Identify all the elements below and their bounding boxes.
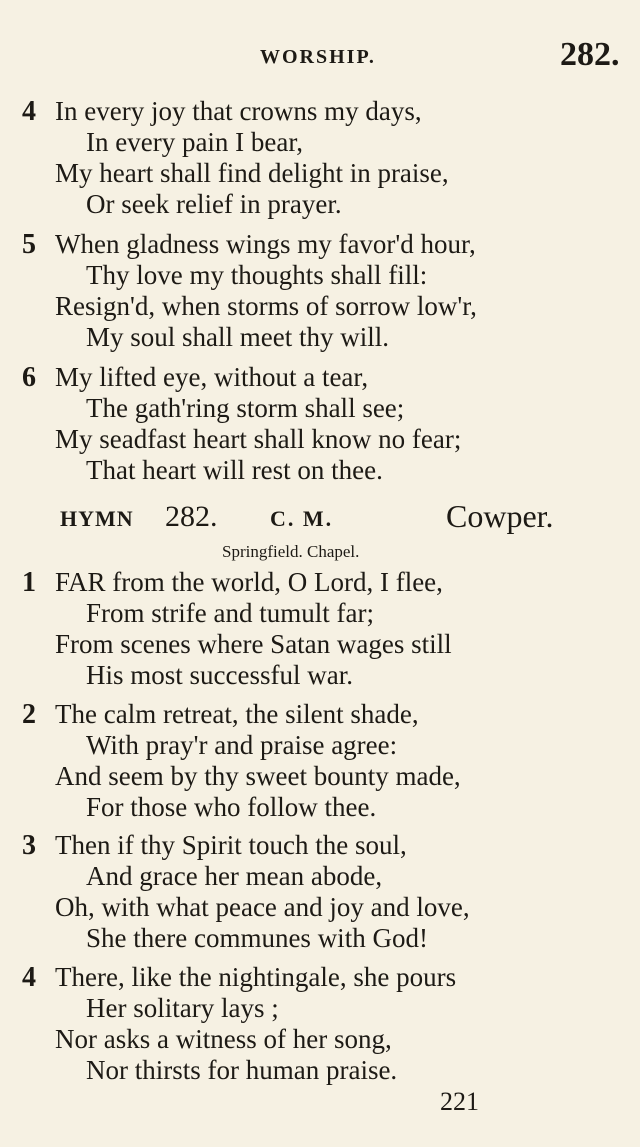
stanza-line: There, like the nightingale, she pours (55, 962, 457, 992)
stanza-line: And grace her mean abode, (86, 861, 383, 891)
stanza-line: Oh, with what peace and joy and love, (55, 892, 470, 922)
stanza-line: The gath'ring storm shall see; (86, 393, 405, 423)
stanza-line: Or seek relief in prayer. (86, 189, 342, 219)
stanza-line: In every pain I bear, (86, 127, 304, 157)
stanza-line: My heart shall find delight in praise, (55, 158, 449, 188)
hymn-heading (0, 500, 640, 540)
stanza-line: My lifted eye, without a tear, (55, 362, 369, 392)
stanza-line: With pray'r and praise agree: (86, 730, 398, 760)
tune-names: Springfield. Chapel. (222, 542, 360, 561)
stanza-line: Nor asks a witness of her song, (55, 1024, 392, 1054)
stanza-line: For those who follow thee. (86, 792, 377, 822)
page-folio: 221 (440, 1087, 479, 1116)
hymn-meter: C. M. (270, 506, 334, 531)
running-header (0, 36, 640, 80)
hymn-label: HYMN (60, 506, 134, 531)
stanza-line: Thy love my thoughts shall fill: (86, 260, 428, 290)
stanza-line: Her solitary lays ; (86, 993, 279, 1023)
stanza-line: Then if thy Spirit touch the soul, (55, 830, 407, 860)
stanza-line: That heart will rest on thee. (86, 455, 383, 485)
stanza-line: His most successful war. (86, 660, 353, 690)
hymn-author: Cowper. (446, 498, 554, 534)
stanza-line: Nor thirsts for human praise. (86, 1055, 398, 1085)
stanza-number: 4 (22, 962, 36, 993)
stanza-number: 3 (22, 830, 36, 861)
stanza-line: From strife and tumult far; (86, 598, 374, 628)
stanza-number: 2 (22, 699, 36, 730)
hymn-number: 282. (165, 500, 218, 533)
stanza-number: 1 (22, 567, 36, 598)
stanza-number: 4 (22, 96, 36, 127)
stanza-line: And seem by thy sweet bounty made, (55, 761, 461, 791)
stanza-line: The calm retreat, the silent shade, (55, 699, 419, 729)
stanza-line: From scenes where Satan wages still (55, 629, 452, 659)
running-title: WORSHIP. (260, 46, 376, 68)
stanza-line: She there communes with God! (86, 923, 428, 953)
stanza-line: FAR from the world, O Lord, I flee, (55, 567, 443, 597)
hymn-page-number: 282. (560, 36, 620, 73)
stanza-line: My seadfast heart shall know no fear; (55, 424, 462, 454)
stanza-line: In every joy that crowns my days, (55, 96, 422, 126)
stanza-line: Resign'd, when storms of sorrow low'r, (55, 291, 477, 321)
stanza-line: When gladness wings my favor'd hour, (55, 229, 476, 259)
stanza-number: 5 (22, 229, 36, 260)
stanza-line: My soul shall meet thy will. (86, 322, 389, 352)
stanza-number: 6 (22, 362, 36, 393)
